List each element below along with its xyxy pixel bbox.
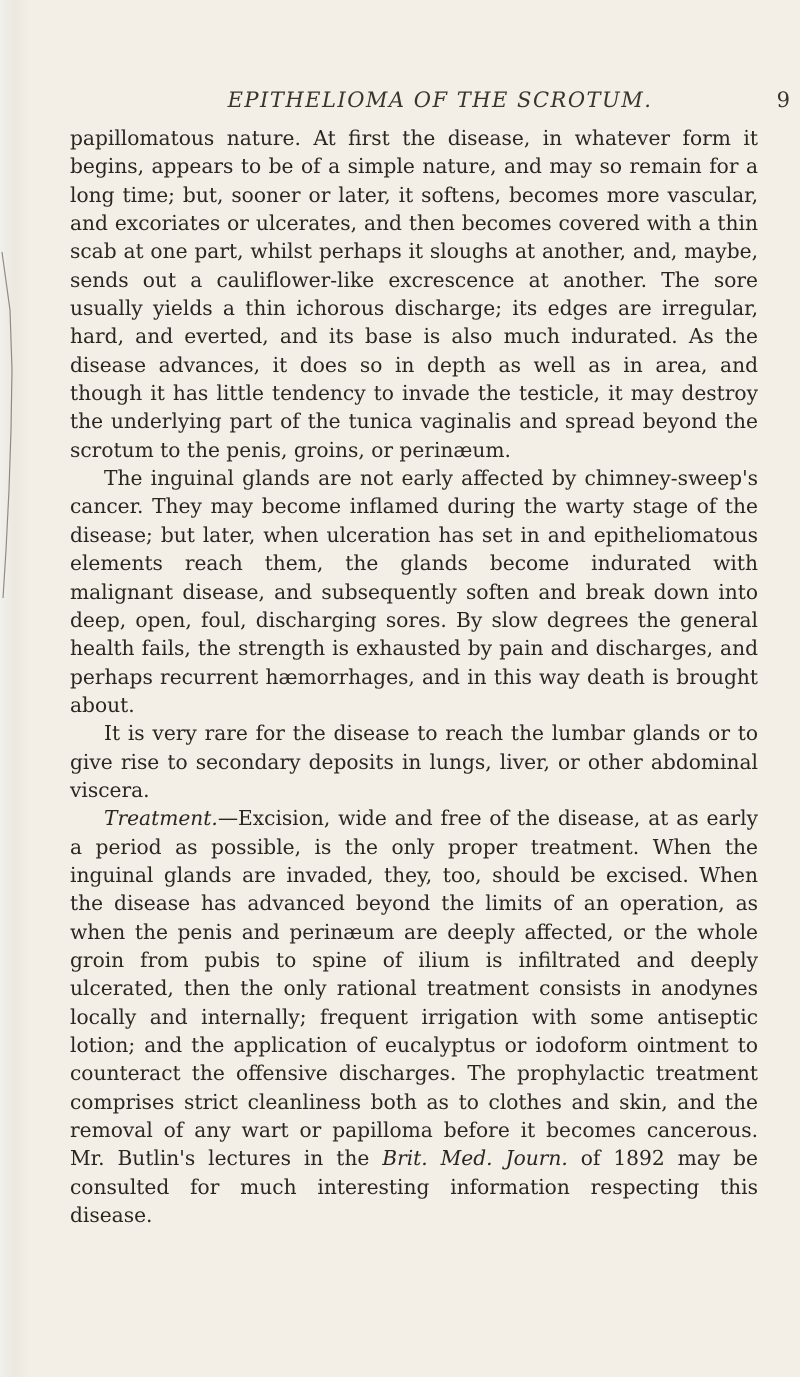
paragraph-3: It is very rare for the disease to reach the lumbar glands or to give rise to secondary deposits in lungs, liver, or other abdominal viscera. [70,721,758,802]
paragraph-2: The inguinal glands are not early affected by chimney-sweep's cancer. They may become inflamed during the warty stage of the disease; but later, when ulceration has set in and epitheliomatous elements reach them, the glands become indurated with malignant disease, and subsequently soften and break down into deep, open, foul, discharging sores. By slow degrees the general health fails, the strength is exhausted by pain and discharges, and perhaps recurrent hæmorrhages, and in this way death is brought about. [70,466,758,717]
page-header [70,88,790,118]
margin-pencil-mark [0,250,20,600]
treatment-heading: Treatment. [104,806,218,831]
treatment-text-a: —Excision, wide and free of the disease, at as early a period as possible, is the only proper treatment. When the inguinal glands are invaded, they, too, should be excised. When the disease has advanced beyond the limits of an operation, as when the penis and perinæum are deeply affected, or the whole groin from pubis to spine of ilium is infiltrated and deeply ulcerated, then the only rational treatment consists in anodynes locally and internally; frequent irrigation with some antiseptic lotion; and the application of eucalyptus or iodoform ointment to counteract the offensive discharges. The prophylactic treatment comprises strict cleanliness both as to clothes and skin, and the removal of any wart or papilloma before it becomes cancerous. Mr. Butlin's lectures in the [70,806,758,1171]
paragraph-treatment [70,804,758,1229]
page-gutter-shadow [0,0,16,1377]
treatment-text-b: of 1892 may be consulted for much interesting information respecting this disease. [70,1146,758,1228]
journal-title: Brit. Med. Journ. [382,1146,568,1171]
running-head: EPITHELIOMA OF THE SCROTUM. [227,88,653,112]
paragraph-1: papillomatous nature. At first the disease, in whatever form it begins, appears to be of a simple nature, and may so remain for a long time; but, sooner or later, it softens, becomes more vascular, and excoriates or ulcerates, and then becomes covered with a thin scab at one part, whilst perhaps it sloughs at another, and, maybe, sends out a cauliflower-like excrescence at another. The sore usually yields a thin ichorous discharge; its edges are irregular, hard, and everted, and its base is also much indurated. As the disease advances, it does so in depth as well as in area, and though it has little tendency to invade the testicle, it may destroy the underlying part of the tunica vaginalis and spread beyond the scrotum to the penis, groins, or perinæum. [70,126,758,462]
body-text [70,124,758,1229]
page-number: 9 [776,88,790,112]
